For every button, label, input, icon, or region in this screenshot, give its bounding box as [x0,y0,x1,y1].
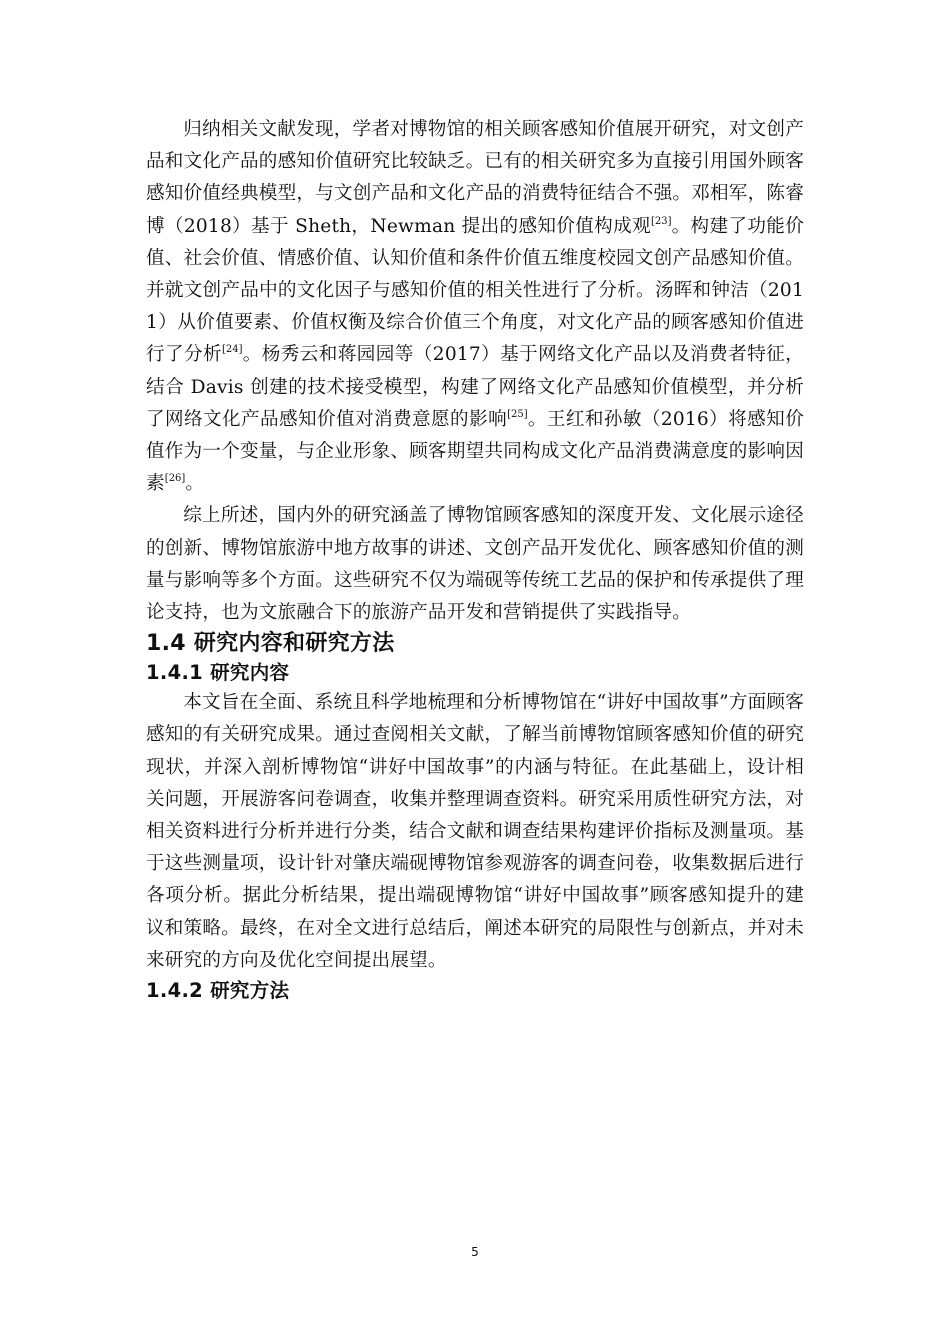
paragraph-text: 。王红和孙敏（2016）将感知价值作为一个变量，与企业形象、顾客期望共同构成文化产品消费满意度的影响因素 [146,408,804,495]
citation-ref-23: [23] [650,215,672,227]
page-content [146,114,804,1005]
subsection-heading-1-4-1: 1.4.1 研究内容 [146,661,290,685]
citation-ref-24: [24] [222,344,243,356]
paragraph-text: 归纳相关文献发现，学者对博物馆的相关顾客感知价值展开研究，对文创产品和文化产品的感知价值研究比较缺乏。已有的相关研究多为直接引用国外顾客感知价值经典模型，与文创产品和文化产品的消费特征结合不强。邓相军，陈睿博（2018）基于 Sheth，Newman 提出的感知价值构成观 [146,119,804,237]
paragraph-conclusion-summary: 综上所述，国内外的研究涵盖了博物馆顾客感知的深度开发、文化展示途径的创新、博物馆旅游中地方故事的讲述、文创产品开发优化、顾客感知价值的测量与影响等多个方面。这些研究不仅为端砚等传统工艺品的保护和传承提供了理论支持，也为文旅融合下的旅游产品开发和营销提供了实践指导。 [146,505,804,624]
paragraph-text: 。杨秀云和蒋园园等（2017）基于网络文化产品以及消费者特征，结合 Davis 创建的技术接受模型，构建了网络文化产品感知价值模型，并分析了网络文化产品感知价值对消费意愿的影响 [146,344,804,430]
paragraph-text: 。 [185,473,205,495]
citation-ref-25: [25] [507,408,528,420]
subsection-heading-1-4-2: 1.4.2 研究方法 [146,979,290,1003]
page-number: 5 [471,1245,479,1259]
paragraph-research-content: 本文旨在全面、系统且科学地梳理和分析博物馆在“讲好中国故事”方面顾客感知的有关研究成果。通过查阅相关文献，了解当前博物馆顾客感知价值的研究现状，并深入剖析博物馆“讲好中国故事”的内涵与特征。在此基础上，设计相关问题，开展游客问卷调查，收集并整理调查资料。研究采用质性研究方法，对相关资料进行分析并进行分类，结合文献和调查结果构建评价指标及测量项。基于这些测量项，设计针对肇庆端砚博物馆参观游客的调查问卷，收集数据后进行各项分析。据此分析结果，提出端砚博物馆“讲好中国故事”顾客感知提升的建议和策略。最终，在对全文进行总结后，阐述本研究的局限性与创新点，并对未来研究的方向及优化空间提出展望。 [146,692,805,971]
section-heading-1-4: 1.4 研究内容和研究方法 [146,631,395,657]
paragraph-text: 。构建了功能价值、社会价值、情感价值、认知价值和条件价值五维度校园文创产品感知价值。并就文创产品中的文化因子与感知价值的相关性进行了分析。汤晖和钟洁（2011）从价值要素、价值权衡及综合价值三个角度，对文化产品的顾客感知价值进行了分析 [146,215,804,366]
paragraph-literature-summary [146,114,804,500]
citation-ref-26: [26] [164,473,186,485]
